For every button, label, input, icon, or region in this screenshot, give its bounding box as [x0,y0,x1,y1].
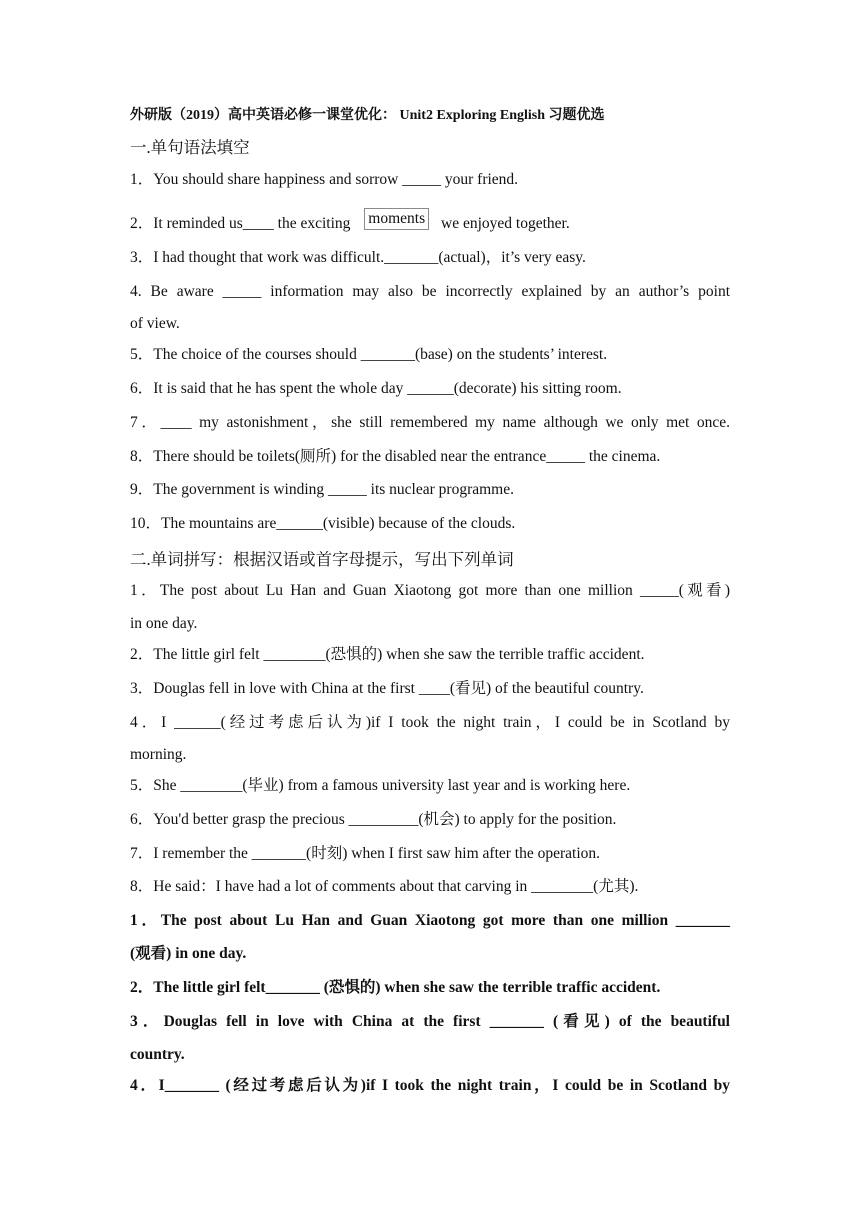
bold-question-1-line-1: 1．The post about Lu Han and Guan Xiaotong got more than one million _______ [130,912,730,929]
document-title: 外研版（2019）高中英语必修一课堂优化： Unit2 Exploring English 习题优选 [130,108,605,123]
spelling-question-7: 7．I remember the _______(时刻) when I first saw him after the operation. [130,845,601,862]
grammar-question-1: 1．You should share happiness and sorrow _____ your friend. [130,171,519,188]
spelling-question-8: 8．He said：I have had a lot of comments about that carving in ________(尤其). [130,878,639,895]
section-heading-spelling: 二.单词拼写：根据汉语或首字母提示，写出下列单词 [130,550,514,569]
grammar-question-4-line-2: of view. [130,315,180,332]
grammar-question-10: 10．The mountains are______(visible) because of the clouds. [130,515,516,532]
spelling-question-1-line-2: in one day. [130,615,198,632]
grammar-question-4-line-1: 4. Be aware _____ information may also be incorrectly explained by an author’s point [130,283,730,300]
grammar-question-3: 3．I had thought that work was difficult._______(actual)，it’s very easy. [130,249,586,266]
bold-question-1-line-2: (观看) in one day. [130,945,247,962]
answer-box-moments: moments [364,208,429,230]
grammar-question-2-after: we enjoyed together. [441,215,570,232]
bold-question-2: 2．The little girl felt_______ (恐惧的) when she saw the terrible traffic accident. [130,979,661,996]
bold-question-3-line-1: 3．Douglas fell in love with China at the first _______ (看见) of the beautiful [130,1013,730,1030]
grammar-question-2-before: 2．It reminded us____ the exciting [130,215,351,232]
bold-question-4-line-1: 4．I_______ (经过考虑后认为)if I took the night train，I could be in Scotland by [130,1077,730,1094]
section-heading-grammar: 一.单句语法填空 [130,138,250,157]
spelling-question-4-line-2: morning. [130,746,187,763]
grammar-question-2 [130,208,730,240]
grammar-question-9: 9．The government is winding _____ its nuclear programme. [130,481,514,498]
spelling-question-3: 3．Douglas fell in love with China at the first ____(看见) of the beautiful country. [130,680,644,697]
spelling-question-2: 2．The little girl felt ________(恐惧的) when she saw the terrible traffic accident. [130,646,645,663]
grammar-question-6: 6．It is said that he has spent the whole day ______(decorate) his sitting room. [130,380,622,397]
grammar-question-8: 8．There should be toilets(厕所) for the disabled near the entrance_____ the cinema. [130,448,661,465]
bold-question-3-line-2: country. [130,1046,185,1063]
spelling-question-5: 5．She ________(毕业) from a famous university last year and is working here. [130,777,631,794]
grammar-question-5: 5．The choice of the courses should _______(base) on the students’ interest. [130,346,608,363]
spelling-question-6: 6．You'd better grasp the precious _________(机会) to apply for the position. [130,811,617,828]
spelling-question-1-line-1: 1．The post about Lu Han and Guan Xiaotong got more than one million _____(观看) [130,582,730,599]
grammar-question-7: 7．____ my astonishment，she still remembered my name although we only met once. [130,414,730,431]
spelling-question-4-line-1: 4．I ______(经过考虑后认为)if I took the night train，I could be in Scotland by [130,714,730,731]
